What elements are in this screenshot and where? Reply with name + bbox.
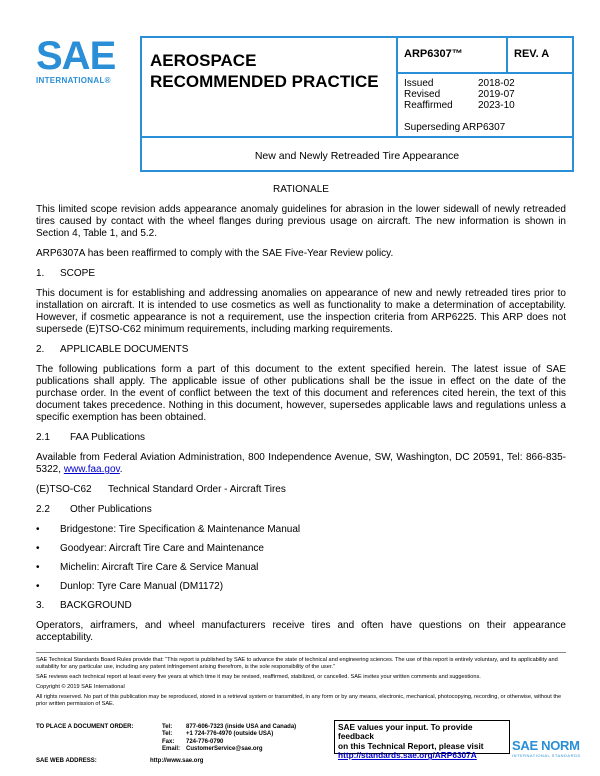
section-title: APPLICABLE DOCUMENTS [60,344,189,355]
web-value[interactable]: http://www.sae.org [150,758,204,764]
web-label: SAE WEB ADDRESS: [36,758,97,764]
feedback-line-2: on this Technical Report, please visit [338,740,484,751]
superseding-note: Superseding ARP6307 [404,122,506,133]
date-label: Revised [404,89,441,100]
document-header [140,36,574,172]
background-paragraph: Operators, airframers, and wheel manufacturers receive tires and often have questions on their appearance acceptability. [36,620,566,643]
footer-review-note: SAE reviews each technical report at least every five years at which time it may be revised, reaffirmed, stabilized, or cancelled. SAE invites your written comments and suggestions. [36,674,481,680]
list-item-text: Dunlop: Tyre Care Manual (DM1172) [60,581,224,592]
section-number: 1. [36,268,45,279]
header-divider [142,136,572,138]
list-item-text: Michelin: Aircraft Tire Care & Service Manual [60,562,259,573]
rationale-paragraph: This limited scope revision adds appearance anomaly guidelines for abrasion in the lower sidewall of newly retreaded tires caused by contact with the wheel flanges during previous usage on aircraft. The new information is shown in Section 4, Table 1, and 5.2. [36,204,566,239]
footer-rights-note: All rights reserved. No part of this publication may be reproduced, stored in a retrieval system or transmitted, in any form or by any means, electronic, mechanical, photocopying, recording, or otherwise, without the prior written permission of SAE. [36,694,562,707]
title-line-1: AEROSPACE [150,51,257,70]
title-line-2: RECOMMENDED PRACTICE [150,72,379,91]
header-divider [506,38,508,72]
header-divider [396,38,398,136]
date-label: Issued [404,78,434,89]
list-item [36,562,566,574]
order-label: TO PLACE A DOCUMENT ORDER: [36,724,134,730]
contact-value: +1 724-776-4970 (outside USA) [186,731,274,738]
bullet-icon: • [36,562,40,573]
logo-brand: SAE [36,34,116,78]
list-item [36,581,566,593]
logo-subtitle: INTERNATIONAL® [36,76,111,85]
date-list [404,78,519,111]
section-title: SCOPE [60,268,96,279]
sae-logo [36,36,124,86]
date-row [404,89,519,100]
section-heading-other-publications [36,504,566,516]
document-type-title [150,50,379,92]
section-heading-background [36,600,566,612]
date-value: 2019-07 [478,89,515,100]
bullet-icon: • [36,524,40,535]
tso-title: Technical Standard Order - Aircraft Tires [108,484,286,495]
footer-rules-note: SAE Technical Standards Board Rules provide that: “This report is published by SAE to advance the state of technical and engineering sciences. The use of this report is entirely voluntary, and its applicability and suitability for any particular use, including any patent infringement arising therefrom, is the sole responsibility of the user.” [36,657,558,670]
date-label: Reaffirmed [404,100,453,111]
section-number: 2. [36,344,45,355]
contact-value: 724-776-0790 [186,738,224,745]
contact-tag: Email: [162,745,181,752]
list-item-text: Bridgestone: Tire Specification & Maintenance Manual [60,524,301,535]
faa-paragraph [36,452,566,476]
scope-paragraph: This document is for establishing and addressing anomalies on appearance of new and newly retreaded tires prior to installation on aircraft. It is intended to use cosmetics as well as functionality to make a determination of acceptability. However, if cosmetic appearance is not a requirement, use the inspection criteria from ARP6225. This ARP does not supersede (E)TSO-C62 minimum requirements, including marking requirements. [36,288,566,335]
rationale-heading: RATIONALE [273,184,329,195]
contact-tag: Fax: [162,738,175,745]
contact-tag: Tel: [162,731,173,738]
feedback-box [334,720,510,761]
norm-brand: SAE NORM [512,738,580,753]
faa-period: . [119,464,123,475]
footer-divider [36,652,566,653]
section-title: Other Publications [70,504,152,515]
section-number: 2.2 [36,504,50,515]
section-number: 2.1 [36,432,50,443]
date-value: 2023-10 [478,100,515,111]
section-heading-applicable-documents [36,344,566,356]
list-item-text: Goodyear: Aircraft Tire Care and Maintenance [60,543,264,554]
section-title: BACKGROUND [60,600,132,611]
faa-link[interactable]: www.faa.gov [63,464,120,475]
list-item [36,524,566,536]
feedback-link[interactable]: http://standards.sae.org/ARP6307A [338,750,477,761]
footer-copyright: Copyright © 2019 SAE International [36,684,125,690]
contact-tag: Tel: [162,724,173,730]
revision-label: REV. A [514,48,550,60]
bullet-icon: • [36,543,40,554]
date-row [404,100,519,111]
date-value: 2018-02 [478,78,515,89]
section-heading-scope [36,268,566,280]
date-row [404,78,519,89]
faa-address: Available from Federal Aviation Administration, 800 Independence Avenue, SW, Washington, DC 20591, Tel: 866-835-5322, [36,452,566,475]
document-number: ARP6307™ [404,48,463,60]
list-item [36,543,566,555]
reaffirmed-paragraph: ARP6307A has been reaffirmed to comply with the SAE Five-Year Review policy. [36,248,394,259]
norm-subtitle: INTERNATIONAL STANDARDS [512,753,581,758]
footer-notices [36,657,566,711]
feedback-line-1: SAE values your input. To provide feedback [338,722,473,742]
sae-norm-logo [512,738,592,768]
applicable-documents-paragraph: The following publications form a part of this document to the extent specified herein. The latest issue of SAE publications shall apply. The applicable issue of other publications shall be the issue in effect on the date of the purchase order. In the event of conflict between the text of this document and references cited herein, the text of this document takes precedence. Nothing in this document, however, supersedes applicable laws and regulations unless a specific exemption has been obtained. [36,364,566,423]
contact-value[interactable]: CustomerService@sae.org [186,745,263,752]
bullet-icon: • [36,581,40,592]
document-subtitle: New and Newly Retreaded Tire Appearance [254,150,460,162]
tso-reference [36,484,566,496]
document-body [36,184,566,652]
header-divider [396,72,572,74]
section-title: FAA Publications [70,432,146,443]
contact-value: 877-606-7323 (inside USA and Canada) [186,724,297,730]
tso-code: (E)TSO-C62 [36,484,92,495]
web-address-row [36,758,204,764]
section-heading-faa [36,432,566,444]
section-number: 3. [36,600,45,611]
